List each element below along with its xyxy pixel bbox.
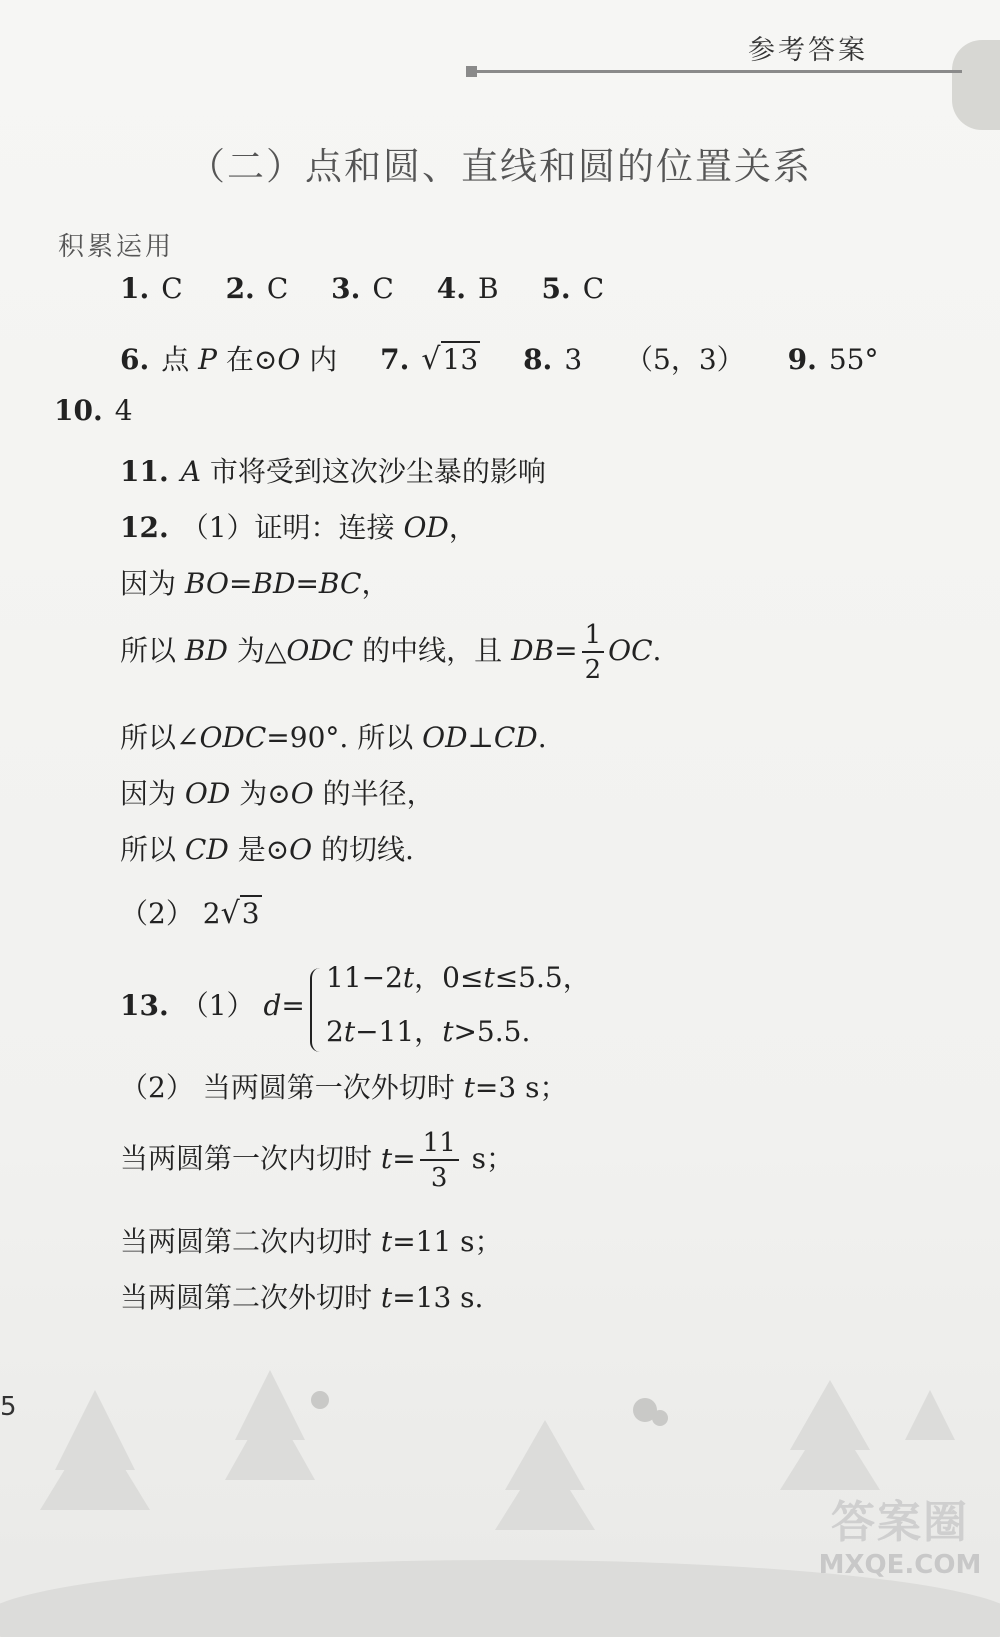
q12-l3-fraction: [582, 622, 605, 683]
answers-6-9: [120, 338, 878, 378]
q13-case1-a: 11−2: [326, 961, 403, 994]
q6-pre: 点: [161, 343, 190, 376]
watermark-en: MXQE.COM: [818, 1550, 982, 1580]
q12-l4-var: ODC: [199, 721, 267, 754]
q12-l3-frac-num: 1: [582, 622, 605, 653]
q12-l3-var: BD: [184, 634, 228, 667]
q12-part2-sqrt: √3: [220, 896, 260, 931]
q13-part2-line-2: [120, 1130, 514, 1191]
watermark: [806, 1486, 994, 1580]
q13-case2-b: −11，: [355, 1015, 443, 1048]
q13-lhs-eq: =: [281, 989, 305, 1022]
section-heading: 积累运用: [58, 232, 175, 262]
q12-line-6: [120, 828, 414, 868]
q3-answer: C: [372, 272, 394, 305]
q13-p2-l4-val: =13 s.: [392, 1281, 484, 1314]
q12-l6-pre: 所以: [120, 833, 177, 866]
q13-part1-label: （1）: [180, 989, 255, 1022]
q12-line-2: [120, 562, 389, 602]
q12-l5-var: OD: [184, 777, 231, 810]
q12-l3-end: .: [652, 634, 662, 667]
q12-l3-mid: 为△: [236, 634, 287, 667]
q12-l5-pre: 因为: [120, 777, 177, 810]
q12-line-4: [120, 716, 547, 756]
header-label: 参考答案: [748, 35, 868, 66]
q13-part2-line-4: [120, 1276, 483, 1316]
q9-answer: 55°: [828, 343, 879, 376]
q13-p2-l3-val: =11 s；: [392, 1225, 503, 1258]
q12-part2-label: （2）: [120, 897, 194, 930]
q12-l4-perp: ⊥: [467, 721, 494, 754]
header-rule: [470, 70, 962, 73]
q13-p2-l4-var: t: [380, 1281, 393, 1314]
q12-line-1: [120, 506, 477, 546]
q12-l2-expr: BO=BD=BC: [184, 567, 362, 600]
q12-l3-pre: 所以: [120, 634, 177, 667]
answer-11: [120, 450, 546, 490]
q13-p2-l4-pre: 当两圆第二次外切时: [120, 1281, 373, 1314]
q13-case2-t2: t: [442, 1015, 454, 1048]
piecewise-brace: [310, 968, 326, 1052]
q11-var: A: [180, 455, 201, 488]
q13-case-1: [326, 956, 591, 996]
q13-part1: [120, 984, 305, 1024]
q1-number: 1.: [120, 272, 150, 305]
q5-number: 5.: [541, 272, 571, 305]
q12-l5-mid: 为⊙: [239, 777, 291, 810]
q13-case-2: [326, 1010, 530, 1050]
q13-p2-l2-var: t: [380, 1142, 393, 1175]
q13-case1-b: ，0≤: [414, 961, 484, 994]
watermark-cn: 答案圈: [831, 1497, 969, 1548]
q6-mid: 在⊙: [225, 343, 278, 376]
q12-l3-expr: DB=: [511, 634, 578, 667]
q12-l4-pre: 所以∠: [120, 721, 200, 754]
q12-l6-var2: O: [289, 833, 313, 866]
q12-l4-var2: OD: [422, 721, 468, 754]
q12-l6-mid: 是⊙: [237, 833, 290, 866]
q11-text: 市将受到这次沙尘暴的影响: [209, 455, 546, 488]
q13-p2-l1-pre: 当两圆第一次外切时: [202, 1071, 455, 1104]
q12-l5-end: 的半径，: [322, 777, 435, 810]
q10-answer: 4: [114, 394, 133, 427]
q12-l2-pre: 因为: [120, 567, 177, 600]
q12-part2-coef: 2: [202, 897, 221, 930]
q12-l1-end: ，: [448, 511, 477, 544]
q12-l4-end: .: [537, 721, 547, 754]
q9-number: 9.: [787, 343, 817, 376]
q13-p2-l3-pre: 当两圆第二次内切时: [120, 1225, 373, 1258]
q13-p2-l2-unit: s；: [471, 1142, 515, 1175]
q12-l4-var3: CD: [493, 721, 538, 754]
q12-line-3: [120, 622, 661, 683]
q13-p2-l1-var: t: [463, 1071, 475, 1104]
q6-post: 内: [309, 343, 338, 376]
q12-l5-var2: O: [290, 777, 314, 810]
answers-1-5: [120, 272, 604, 305]
q6-var: P: [198, 343, 217, 376]
q11-number: 11.: [120, 455, 169, 488]
q5-answer: C: [582, 272, 605, 305]
q13-p2-l3-var: t: [380, 1225, 393, 1258]
q3-number: 3.: [331, 272, 361, 305]
q13-part2-label: （2）: [120, 1071, 194, 1104]
q13-case1-t2: t: [483, 961, 495, 994]
q12-l3-frac-den: 2: [584, 655, 602, 685]
q4-answer: B: [477, 272, 499, 305]
q12-line-5: [120, 772, 435, 812]
q13-case2-c: >5.5.: [453, 1015, 531, 1048]
q12-number: 12.: [120, 511, 169, 544]
q6-number: 6.: [120, 343, 150, 376]
q1-answer: C: [161, 272, 183, 305]
q12-part1-label: （1）: [180, 511, 255, 544]
q10-number: 10.: [54, 394, 103, 427]
q6-var2: O: [277, 343, 301, 376]
snowman-decoration: [952, 40, 1000, 130]
q12-l1-text: 证明：连接: [254, 511, 395, 544]
q13-p2-l2-eq: =: [392, 1142, 416, 1175]
q8-answer: 3: [564, 343, 583, 376]
q8-point: （5，3）: [625, 343, 745, 376]
page-title: （二）点和圆、直线和圆的位置关系: [188, 145, 812, 188]
q13-number: 13.: [120, 989, 169, 1022]
q13-part2-line-3: [120, 1220, 503, 1260]
q13-p2-l2-pre: 当两圆第一次内切时: [120, 1142, 373, 1175]
q12-l6-end: 的切线.: [321, 833, 414, 866]
q4-number: 4.: [436, 272, 466, 305]
q12-l4-mid: =90°. 所以: [266, 721, 414, 754]
q2-answer: C: [266, 272, 289, 305]
q13-case1-c: ≤5.5，: [494, 961, 591, 994]
q12-l6-var: CD: [184, 833, 229, 866]
q12-l3-var2: ODC: [286, 634, 354, 667]
q12-l3-mid2: 的中线，且: [362, 634, 503, 667]
q12-l1-var: OD: [403, 511, 449, 544]
q13-p2-l2-fraction: [420, 1130, 459, 1191]
q7-number: 7.: [380, 343, 410, 376]
q13-case1-t: t: [402, 961, 415, 994]
q8-number: 8.: [523, 343, 553, 376]
q13-lhs-var: d: [263, 989, 282, 1022]
q12-part2: [120, 892, 262, 932]
q2-number: 2.: [225, 272, 255, 305]
q7-sqrt: √13: [421, 342, 479, 377]
q7-radicand: 13: [442, 343, 479, 376]
page-number: 5: [0, 1392, 17, 1422]
q13-part2-line-1: [120, 1066, 567, 1106]
q13-case2-t: t: [343, 1015, 356, 1048]
answer-10: [54, 394, 133, 427]
q13-p2-l1-val: =3 s；: [474, 1071, 568, 1104]
q12-l3-var3: OC: [608, 634, 653, 667]
q12-l2-end: ，: [361, 567, 390, 600]
q13-p2-l2-den: 3: [430, 1163, 448, 1193]
q12-part2-radicand: 3: [241, 897, 260, 930]
q13-p2-l2-num: 11: [420, 1130, 459, 1161]
q13-case2-a: 2: [326, 1015, 344, 1048]
